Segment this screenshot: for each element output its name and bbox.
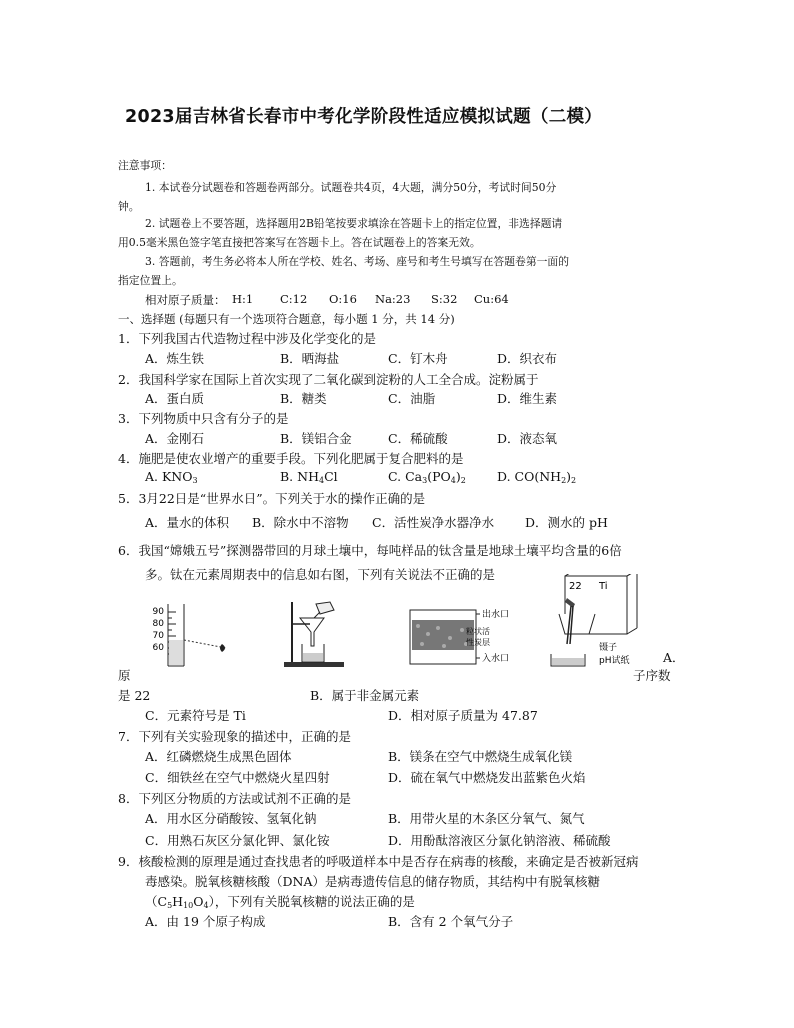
option-d: D．维生素 <box>497 391 558 406</box>
option-c: C．活性炭净水器净水 <box>372 515 495 530</box>
water-purifier-figure <box>408 604 528 666</box>
notice-line: 1. 本试卷分试题卷和答题卷两部分。试题卷共4页，4大题，满分50分，考试时间50分 <box>145 181 557 194</box>
option-d: D．测水的 pH <box>525 515 608 530</box>
question-stem: 多。钛在元素周期表中的信息如右图，下列有关说法不正确的是 <box>145 567 496 582</box>
atomic-mass-item: O:16 <box>329 292 357 306</box>
notice-line: 用0.5毫米黑色签字笔直接把答案写在答题卡上。答在试题卷上的答案无效。 <box>118 236 481 249</box>
question-stem: 4．施肥是使农业增产的重要手段。下列化肥属于复合肥料的是 <box>118 451 464 466</box>
question-stem: 5．3月22日是“世界水日”。下列关于水的操作正确的是 <box>118 491 426 506</box>
option-a: A．金刚石 <box>145 431 205 446</box>
option-d: D. $CO(NH_2)_2$ <box>497 469 577 485</box>
option-b: B．糖类 <box>280 391 327 406</box>
question-stem: 7．下列有关实验现象的描述中，正确的是 <box>118 729 351 744</box>
page-title: 2023届吉林省长春市中考化学阶段性适应模拟试题（二模） <box>125 107 603 127</box>
option-a: A．由 19 个原子构成 <box>145 914 266 929</box>
option-a-text: 是 22 <box>118 688 151 703</box>
option-a-text: 子序数 <box>633 668 671 683</box>
question-stem: 6．我国“嫦娥五号”探测器带回的月球土壤中，每吨样品的钛含量是地球土壤平均含量的6倍 <box>118 543 622 558</box>
cylinder-tick: 70 <box>152 631 164 641</box>
cylinder-tick: 90 <box>152 607 164 617</box>
atomic-mass-item: S:32 <box>431 292 458 306</box>
atomic-mass-label: 相对原子质量： <box>145 293 226 307</box>
ph-test-figure <box>545 574 665 670</box>
option-a: A．炼生铁 <box>145 351 205 366</box>
element-symbol: Ti <box>599 581 608 592</box>
cylinder-tick: 80 <box>152 619 164 629</box>
question-stem: 8．下列区分物质的方法或试剂不正确的是 <box>118 791 351 806</box>
question-stem: 1．下列我国古代造物过程中涉及化学变化的是 <box>118 331 376 346</box>
option-b: B．用带火星的木条区分氧气、氮气 <box>388 811 585 826</box>
option-a: A．蛋白质 <box>145 391 205 406</box>
atomic-mass-item: C:12 <box>280 292 308 306</box>
option-d: D．液态氧 <box>497 431 558 446</box>
element-number: 22 <box>569 581 582 592</box>
question-stem: 3．下列物质中只含有分子的是 <box>118 411 289 426</box>
notice-line: 指定位置上。 <box>118 274 183 287</box>
option-a: A．红磷燃烧生成黑色固体 <box>145 749 292 764</box>
notice-line: 2. 试题卷上不要答题，选择题用2B铅笔按要求填涂在答题卡上的指定位置，非选择题请 <box>145 217 563 230</box>
tweezers-label: 镊子 <box>599 643 618 653</box>
option-d: D．硫在氧气中燃烧发出蓝紫色火焰 <box>388 770 586 785</box>
purifier-layer-label: 粒状活 <box>466 627 490 636</box>
question-stem: 毒感染。脱氧核糖核酸（DNA）是病毒遗传信息的储存物质，其结构中有脱氧核糖 <box>145 874 600 889</box>
question-stem: 9．核酸检测的原理是通过查找患者的呼吸道样本中是否存在病毒的核酸，来确定是否被新冠病 <box>118 854 639 869</box>
option-a: A．用水区分硝酸铵、氢氧化钠 <box>145 811 317 826</box>
option-b: B．除水中不溶物 <box>252 515 349 530</box>
graduated-cylinder-figure <box>150 600 240 670</box>
option-d: D．用酚酞溶液区分氯化钠溶液、稀硫酸 <box>388 833 611 848</box>
option-c: C．油脂 <box>388 391 436 406</box>
option-c: C．元素符号是 Ti <box>145 708 246 723</box>
option-c: C. $Ca_3(PO_4)_2$ <box>388 469 466 485</box>
option-d: D．织衣布 <box>497 351 558 366</box>
option-b: B．晒海盐 <box>280 351 340 366</box>
purifier-layer-label: 性炭层 <box>466 638 490 647</box>
option-b: B. $NH_4Cl$ <box>280 469 338 485</box>
atomic-mass-item: Na:23 <box>375 292 411 306</box>
ph-paper-label: pH试纸 <box>599 656 630 666</box>
purifier-inlet-label: 入水口 <box>482 654 510 664</box>
purifier-outlet-label: 出水口 <box>482 610 510 620</box>
atomic-mass-item: Cu:64 <box>474 292 509 306</box>
option-c: C．稀硫酸 <box>388 431 448 446</box>
filtration-figure <box>280 598 360 670</box>
notice-line: 3. 答题前，考生务必将本人所在学校、姓名、考场、座号和考生号填写在答题卷第一面的 <box>145 255 570 268</box>
option-c: C．用熟石灰区分氯化钾、氯化铵 <box>145 833 330 848</box>
atomic-mass-item: H:1 <box>232 292 254 306</box>
cylinder-tick: 60 <box>152 643 164 653</box>
option-b: B．属于非金属元素 <box>310 688 420 703</box>
option-d: D．相对原子质量为 47.87 <box>388 708 538 723</box>
option-a-text: 原 <box>118 668 131 683</box>
option-b: B．镁铝合金 <box>280 431 352 446</box>
option-a: A. $KNO_3$ <box>145 469 198 485</box>
option-c: C．细铁丝在空气中燃烧火星四射 <box>145 770 330 785</box>
option-b: B．含有 2 个氧气分子 <box>388 914 514 929</box>
notice-line: 钟。 <box>118 200 140 213</box>
question-stem: 2．我国科学家在国际上首次实现了二氧化碳到淀粉的人工全合成。淀粉属于 <box>118 372 539 387</box>
question-stem: $(C_5H_{10}O_4)$，下列有关脱氧核糖的说法正确的是 <box>145 894 415 910</box>
option-c: C．钉木舟 <box>388 351 448 366</box>
notice-heading: 注意事项： <box>118 159 172 172</box>
option-b: B．镁条在空气中燃烧生成氧化镁 <box>388 749 573 764</box>
option-a: A． <box>663 650 685 665</box>
option-a: A．量水的体积 <box>145 515 230 530</box>
section-heading: 一、选择题 (每题只有一个选项符合题意，每小题 1 分，共 14 分) <box>118 312 455 326</box>
